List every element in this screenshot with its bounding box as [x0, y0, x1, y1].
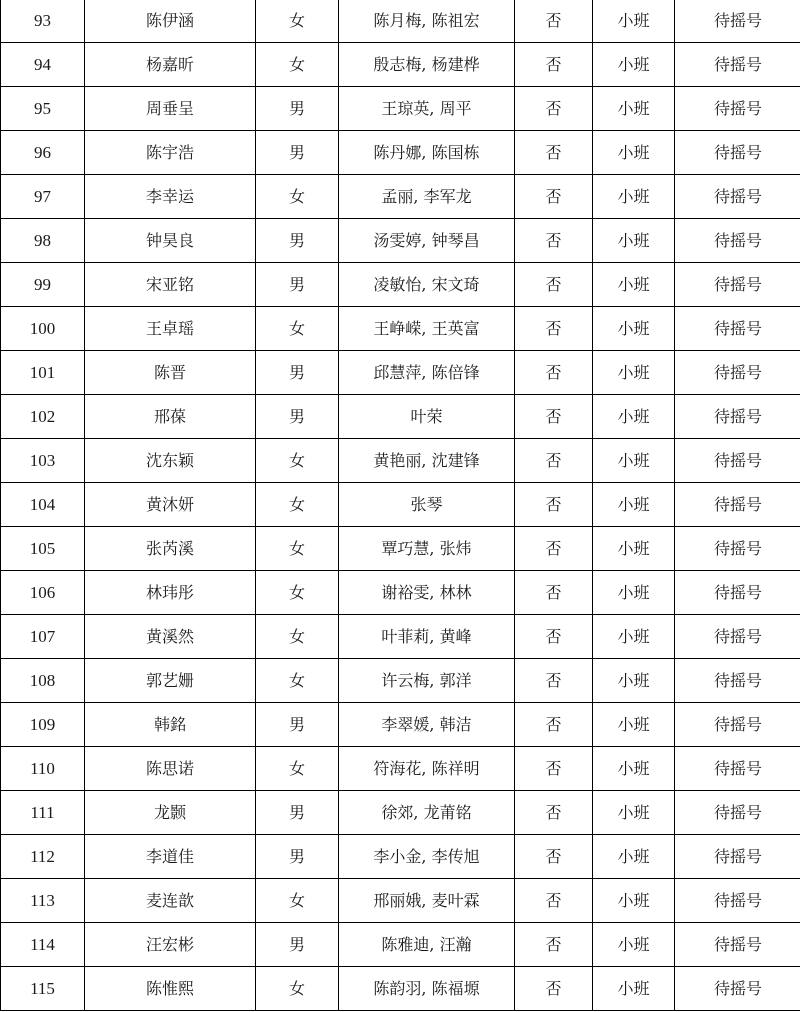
child-name-cell: 李幸运: [85, 175, 256, 219]
child-name-cell: 麦连歆: [85, 879, 256, 923]
table-row: [1, 923, 800, 967]
row-number-cell: 94: [1, 43, 85, 87]
child-name-cell: 黄溪然: [85, 615, 256, 659]
gender-cell: 男: [256, 219, 339, 263]
gender-cell: 男: [256, 131, 339, 175]
row-number-cell: 114: [1, 923, 85, 967]
row-number-cell: 107: [1, 615, 85, 659]
gender-cell: 女: [256, 879, 339, 923]
flag-value-cell: 否: [515, 483, 593, 527]
table-row: [1, 0, 800, 43]
class-level-cell: 小班: [593, 747, 675, 791]
lottery-status-cell: 待摇号: [675, 219, 800, 263]
gender-cell: 女: [256, 615, 339, 659]
child-name-cell: 沈东颖: [85, 439, 256, 483]
class-level-cell: 小班: [593, 439, 675, 483]
row-number-cell: 106: [1, 571, 85, 615]
child-name-cell: 宋亚铭: [85, 263, 256, 307]
table-row: [1, 703, 800, 747]
lottery-status-cell: 待摇号: [675, 307, 800, 351]
parent-names-cell: 陈雅迪, 汪瀚: [339, 923, 515, 967]
lottery-status-cell: 待摇号: [675, 527, 800, 571]
table-row: [1, 351, 800, 395]
parent-names-cell: 王琼英, 周平: [339, 87, 515, 131]
child-name-cell: 邢葆: [85, 395, 256, 439]
child-name-cell: 李道佳: [85, 835, 256, 879]
lottery-status-cell: 待摇号: [675, 615, 800, 659]
flag-value-cell: 否: [515, 395, 593, 439]
child-name-cell: 林玮彤: [85, 571, 256, 615]
row-number-cell: 100: [1, 307, 85, 351]
lottery-status-cell: 待摇号: [675, 923, 800, 967]
gender-cell: 女: [256, 527, 339, 571]
parent-names-cell: 陈丹娜, 陈国栋: [339, 131, 515, 175]
class-level-cell: 小班: [593, 43, 675, 87]
row-number-cell: 110: [1, 747, 85, 791]
parent-names-cell: 陈月梅, 陈祖宏: [339, 0, 515, 43]
class-level-cell: 小班: [593, 395, 675, 439]
parent-names-cell: 黄艳丽, 沈建锋: [339, 439, 515, 483]
lottery-status-cell: 待摇号: [675, 791, 800, 835]
row-number-cell: 96: [1, 131, 85, 175]
parent-names-cell: 徐郊, 龙莆铭: [339, 791, 515, 835]
class-level-cell: 小班: [593, 527, 675, 571]
class-level-cell: 小班: [593, 791, 675, 835]
gender-cell: 男: [256, 791, 339, 835]
child-name-cell: 陈伊涵: [85, 0, 256, 43]
table-body: [1, 0, 800, 1011]
lottery-status-cell: 待摇号: [675, 659, 800, 703]
parent-names-cell: 李小金, 李传旭: [339, 835, 515, 879]
class-level-cell: 小班: [593, 219, 675, 263]
gender-cell: 女: [256, 967, 339, 1011]
flag-value-cell: 否: [515, 967, 593, 1011]
class-level-cell: 小班: [593, 879, 675, 923]
parent-names-cell: 孟丽, 李军龙: [339, 175, 515, 219]
child-name-cell: 王卓瑶: [85, 307, 256, 351]
class-level-cell: 小班: [593, 483, 675, 527]
flag-value-cell: 否: [515, 615, 593, 659]
lottery-status-cell: 待摇号: [675, 351, 800, 395]
class-level-cell: 小班: [593, 263, 675, 307]
parent-names-cell: 符海花, 陈祥明: [339, 747, 515, 791]
gender-cell: 男: [256, 263, 339, 307]
lottery-status-cell: 待摇号: [675, 703, 800, 747]
table-row: [1, 967, 800, 1011]
gender-cell: 女: [256, 747, 339, 791]
table-row: [1, 395, 800, 439]
gender-cell: 女: [256, 0, 339, 43]
parent-names-cell: 邱慧萍, 陈倍锋: [339, 351, 515, 395]
flag-value-cell: 否: [515, 747, 593, 791]
row-number-cell: 102: [1, 395, 85, 439]
table-row: [1, 747, 800, 791]
gender-cell: 女: [256, 659, 339, 703]
child-name-cell: 陈思诺: [85, 747, 256, 791]
table-row: [1, 131, 800, 175]
gender-cell: 男: [256, 395, 339, 439]
lottery-status-cell: 待摇号: [675, 439, 800, 483]
child-name-cell: 陈晋: [85, 351, 256, 395]
table-row: [1, 879, 800, 923]
gender-cell: 男: [256, 87, 339, 131]
child-name-cell: 韩銘: [85, 703, 256, 747]
child-name-cell: 杨嘉昕: [85, 43, 256, 87]
table-row: [1, 571, 800, 615]
flag-value-cell: 否: [515, 307, 593, 351]
parent-names-cell: 许云梅, 郭洋: [339, 659, 515, 703]
lottery-status-cell: 待摇号: [675, 0, 800, 43]
parent-names-cell: 李翠媛, 韩洁: [339, 703, 515, 747]
table-row: [1, 659, 800, 703]
class-level-cell: 小班: [593, 835, 675, 879]
lottery-status-cell: 待摇号: [675, 747, 800, 791]
row-number-cell: 93: [1, 0, 85, 43]
table-row: [1, 527, 800, 571]
flag-value-cell: 否: [515, 923, 593, 967]
row-number-cell: 113: [1, 879, 85, 923]
child-name-cell: 张芮溪: [85, 527, 256, 571]
flag-value-cell: 否: [515, 0, 593, 43]
row-number-cell: 108: [1, 659, 85, 703]
class-level-cell: 小班: [593, 703, 675, 747]
flag-value-cell: 否: [515, 879, 593, 923]
lottery-status-cell: 待摇号: [675, 87, 800, 131]
flag-value-cell: 否: [515, 351, 593, 395]
child-name-cell: 钟昊良: [85, 219, 256, 263]
gender-cell: 女: [256, 483, 339, 527]
gender-cell: 男: [256, 923, 339, 967]
lottery-status-cell: 待摇号: [675, 263, 800, 307]
parent-names-cell: 叶菲莉, 黄峰: [339, 615, 515, 659]
child-name-cell: 龙颢: [85, 791, 256, 835]
class-level-cell: 小班: [593, 175, 675, 219]
class-level-cell: 小班: [593, 131, 675, 175]
parent-names-cell: 叶荣: [339, 395, 515, 439]
flag-value-cell: 否: [515, 175, 593, 219]
flag-value-cell: 否: [515, 87, 593, 131]
class-level-cell: 小班: [593, 615, 675, 659]
flag-value-cell: 否: [515, 703, 593, 747]
child-name-cell: 汪宏彬: [85, 923, 256, 967]
parent-names-cell: 谢裕雯, 林林: [339, 571, 515, 615]
row-number-cell: 111: [1, 791, 85, 835]
parent-names-cell: 邢丽娥, 麦叶霖: [339, 879, 515, 923]
parent-names-cell: 汤雯婷, 钟琴昌: [339, 219, 515, 263]
table-row: [1, 307, 800, 351]
gender-cell: 女: [256, 43, 339, 87]
table-row: [1, 219, 800, 263]
class-level-cell: 小班: [593, 571, 675, 615]
parent-names-cell: 殷志梅, 杨建桦: [339, 43, 515, 87]
table-row: [1, 615, 800, 659]
gender-cell: 男: [256, 835, 339, 879]
child-name-cell: 郭艺姗: [85, 659, 256, 703]
row-number-cell: 104: [1, 483, 85, 527]
lottery-status-cell: 待摇号: [675, 835, 800, 879]
lottery-status-cell: 待摇号: [675, 43, 800, 87]
table-row: [1, 175, 800, 219]
parent-names-cell: 张琴: [339, 483, 515, 527]
lottery-status-cell: 待摇号: [675, 131, 800, 175]
gender-cell: 女: [256, 439, 339, 483]
table-row: [1, 835, 800, 879]
parent-names-cell: 陈韵羽, 陈福塬: [339, 967, 515, 1011]
flag-value-cell: 否: [515, 263, 593, 307]
row-number-cell: 97: [1, 175, 85, 219]
class-level-cell: 小班: [593, 307, 675, 351]
flag-value-cell: 否: [515, 791, 593, 835]
table-row: [1, 791, 800, 835]
child-name-cell: 陈惟熙: [85, 967, 256, 1011]
row-number-cell: 95: [1, 87, 85, 131]
lottery-status-cell: 待摇号: [675, 967, 800, 1011]
gender-cell: 女: [256, 571, 339, 615]
gender-cell: 女: [256, 175, 339, 219]
class-level-cell: 小班: [593, 923, 675, 967]
parent-names-cell: 王峥嵘, 王英富: [339, 307, 515, 351]
flag-value-cell: 否: [515, 43, 593, 87]
flag-value-cell: 否: [515, 659, 593, 703]
flag-value-cell: 否: [515, 439, 593, 483]
class-level-cell: 小班: [593, 351, 675, 395]
class-level-cell: 小班: [593, 0, 675, 43]
row-number-cell: 98: [1, 219, 85, 263]
flag-value-cell: 否: [515, 219, 593, 263]
row-number-cell: 112: [1, 835, 85, 879]
flag-value-cell: 否: [515, 835, 593, 879]
lottery-status-cell: 待摇号: [675, 483, 800, 527]
table-row: [1, 43, 800, 87]
child-name-cell: 周垂呈: [85, 87, 256, 131]
flag-value-cell: 否: [515, 571, 593, 615]
lottery-status-cell: 待摇号: [675, 175, 800, 219]
child-name-cell: 陈宇浩: [85, 131, 256, 175]
parent-names-cell: 凌敏怡, 宋文琦: [339, 263, 515, 307]
table-row: [1, 483, 800, 527]
parent-names-cell: 覃巧慧, 张炜: [339, 527, 515, 571]
row-number-cell: 99: [1, 263, 85, 307]
row-number-cell: 109: [1, 703, 85, 747]
class-level-cell: 小班: [593, 87, 675, 131]
lottery-status-cell: 待摇号: [675, 395, 800, 439]
gender-cell: 男: [256, 703, 339, 747]
lottery-status-cell: 待摇号: [675, 571, 800, 615]
class-level-cell: 小班: [593, 967, 675, 1011]
gender-cell: 女: [256, 307, 339, 351]
flag-value-cell: 否: [515, 527, 593, 571]
child-name-cell: 黄沐妍: [85, 483, 256, 527]
row-number-cell: 101: [1, 351, 85, 395]
class-level-cell: 小班: [593, 659, 675, 703]
row-number-cell: 105: [1, 527, 85, 571]
table-row: [1, 263, 800, 307]
table-row: [1, 87, 800, 131]
gender-cell: 男: [256, 351, 339, 395]
row-number-cell: 103: [1, 439, 85, 483]
row-number-cell: 115: [1, 967, 85, 1011]
lottery-status-cell: 待摇号: [675, 879, 800, 923]
table-row: [1, 439, 800, 483]
flag-value-cell: 否: [515, 131, 593, 175]
